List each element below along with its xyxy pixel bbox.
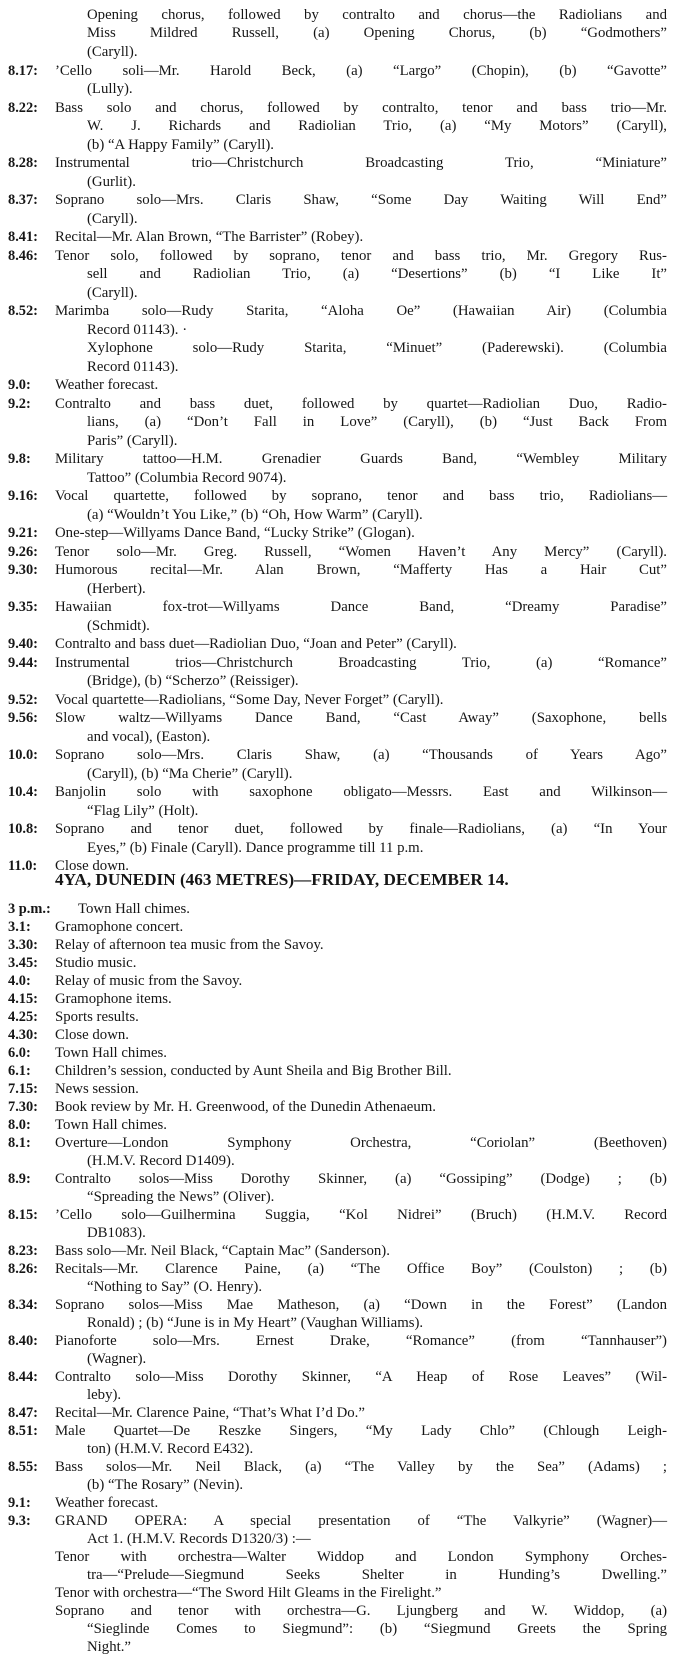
entry-time: 8.0: (8, 1117, 31, 1133)
entry-time: 9.56: (8, 710, 38, 726)
entry-time: 8.26: (8, 1261, 38, 1277)
entry-time: 8.40: (8, 1333, 38, 1349)
entry-time: 9.26: (8, 544, 38, 560)
entry-time: 3.45: (8, 955, 38, 971)
entry-time: 8.17: (8, 63, 38, 79)
entry-time: 8.9: (8, 1171, 31, 1187)
entry-time: 9.35: (8, 599, 38, 615)
entry-time: 10.8: (8, 821, 38, 837)
entry-time: 9.40: (8, 636, 38, 652)
entry-time: 8.55: (8, 1459, 38, 1475)
entry-time: 6.0: (8, 1045, 31, 1061)
entry-time: 8.23: (8, 1243, 38, 1259)
entry-time: 9.3: (8, 1513, 31, 1529)
entry-time: 8.28: (8, 155, 38, 171)
entry-time: 10.4: (8, 784, 38, 800)
entry-time: 3 p.m.: (8, 901, 51, 917)
entry-time: 7.15: (8, 1081, 38, 1097)
entry-time: 9.1: (8, 1495, 31, 1511)
entry-time: 9.44: (8, 655, 38, 671)
entry-time: 8.44: (8, 1369, 38, 1385)
entry-time: 11.0: (8, 858, 38, 874)
entry-time: 9.30: (8, 562, 38, 578)
entry-time: 4.30: (8, 1027, 38, 1043)
entry-time: 9.0: (8, 377, 31, 393)
entry-time: 8.52: (8, 303, 38, 319)
entry-time: 9.16: (8, 488, 38, 504)
station-heading: 4YA, DUNEDIN (463 METRES)—FRIDAY, DECEMBER 14. (55, 870, 509, 889)
entry-time: 9.2: (8, 396, 31, 412)
entry-time: 4.25: (8, 1009, 38, 1025)
entry-time: 8.46: (8, 248, 38, 264)
entry-time: 3.1: (8, 919, 31, 935)
entry-time: 8.15: (8, 1207, 38, 1223)
entry-time: 4.15: (8, 991, 38, 1007)
entry-time: 4.0: (8, 973, 31, 989)
newspaper-page: Opening chorus, followed by contralto and chorus—the Radiolians and Miss Mildred Russell, (a) Opening Chorus, (b) “Godmothers” (Caryll). 8.17: ’Cello soli—Mr. Harold Beck, (a) “Largo” (Chopin), (b) “Gavotte” (Lully). 8.22: Bass solo and chorus, followed by contralto, tenor and bass trio—Mr. W. J. Richards and Radiolian Trio, (a) “My Motors” (Caryll), (b) “A Happy Family” (Caryll). 8.28: Instrumental trio—Christchurch Broadcasting Trio, “Miniature” (Gurlit). 8.37: Soprano solo—Mrs. Claris Shaw, “Some Day Waiting Will End” (Caryll). 8.41: Recital—Mr. Alan Brown, “The Barrister” (Robey). 8.46: Tenor solo, followed by soprano, tenor and bass trio, Mr. Gregory Rus- sell and Radiolian Trio, (a) “Desertions” (b) “I Like It” (Caryll). 8.52: Marimba solo—Rudy Starita, “Aloha Oe” (Hawaiian Air) (Columbia Record 01143). · Xylophone solo—Rudy Starita, “Minuet” (Paderewski). (Columbia Record 01143). 9.0: Weather forecast. 9.2: Contralto and bass duet, followed by quartet—Radiolian Duo, Radio- lians, (a) “Don’t Fall in Love” (Caryll), (b) “Just Back From Paris” (Caryll). 9.8: Military tattoo—H.M. Grenadier Guards Band, “Wembley Military Tattoo” (Columbia Record 9074). 9.16: Vocal quartette, followed by soprano, tenor and bass trio, Radiolians— (a) “Wouldn’t You Like,” (b) “Oh, How Warm” (Caryll). 9.21: One-step—Willyams Dance Band, “Lucky Strike” (Glogan). 9.26: Tenor solo—Mr. Greg. Russell, “Women Haven’t Any Mercy” (Caryll). 9.30: Humorous recital—Mr. Alan Brown, “Mafferty Has a Hair Cut” (Herbert). 9.35: Hawaiian fox-trot—Willyams Dance Band, “Dreamy Paradise” (Schmidt). 9.40: Contralto and bass duet—Radiolian Duo, “Joan and Peter” (Caryll). 9.44: Instrumental trios—Christchurch Broadcasting Trio, (a) “Romance” (Bridge), (b) “Scherzo” (Reissiger). 9.52: Vocal quartette—Radiolians, “Some Day, Never Forget” (Caryll). 9.56: Slow waltz—Willyams Dance Band, “Cast Away” (Saxophone, bells and vocal), (Easton). 10.0: Soprano solo—Mrs. Claris Shaw, (a) “Thousands of Years Ago” (Caryll), (b) “Ma Cherie” (Caryll). 10.4: Banjolin solo with saxophone obligato—Messrs. East and Wilkinson— “Flag Lily” (Holt). 10.8: Soprano and tenor duet, followed by finale—Radiolians, (a) “In Your Eyes,” (b) Finale (Caryll). Dance programme till 11 p.m. 11.0: Close down. 4YA, DUNEDIN (463 METRES)—FRIDAY, DECEMBER 14. 3 p.m.: Town Hall chimes. 3.1: Gramophone concert. 3.30: Relay of afternoon tea music from the Savoy. 3.45: Studio music. 4.0: Relay of music from the Savoy. 4.15: Gramophone items. 4.25: Sports results. 4.30: Close down. 6.0: Town Hall chimes. 6.1: Children’s session, conducted by Aunt Sheila and Big Brother Bill. 7.15: News session. 7.30: Book review by Mr. H. Greenwood, of the Dunedin Athenaeum. 8.0: Town Hall chimes. 8.1: Overture—London Symphony Orchestra, “Coriolan” (Beethoven) (H.M.V. Record D1409). 8.9: Contralto solos—Miss Dorothy Skinner, (a) “Gossiping” (Dodge) ; (b) “Spreading the News” (Oliver). 8.15: ’Cello solo—Guilhermina Suggia, “Kol Nidrei” (Bruch) (H.M.V. Record DB1083). 8.23: Bass solo—Mr. Neil Black, “Captain Mac” (Sanderson). 8.26: Recitals—Mr. Clarence Paine, (a) “The Office Boy” (Coulston) ; (b) “Nothing to Say” (O. Henry). 8.34: Soprano solos—Miss Mae Matheson, (a) “Down in the Forest” (Landon Ronald) ; (b) “June is in My Heart” (Vaughan Williams). 8.40: Pianoforte solo—Mrs. Ernest Drake, “Romance” (from “Tannhauser”) (Wagner). 8.44: Contralto solo—Miss Dorothy Skinner, “A Heap of Rose Leaves” (Wil- leby). 8.47: Recital—Mr. Clarence Paine, “That’s What I’d Do.” 8.51: Male Quartet—De Reszke Singers, “My Lady Chlo” (Chlough Leigh- ton) (H.M.V. Record E432). 8.55: Bass solos—Mr. Neil Black, (a) “The Valley by the Sea” (Adams) ; (b) “The Rosary” (Nevin). 9.1: Weather forecast. 9.3: GRAND OPERA: A special presentation of “The Valkyrie” (Wagner)— Act 1. (H.M.V. Records D1320/3) :— Tenor with orchestra—Walter Widdop and London Symphony Orches- tra—“Prelude—Siegmund Seeks Shelter in Hunding’s Dwelling.” Tenor with orchestra—“The Sword Hilt Gleams in the Firelight.” Soprano and tenor with orchestra—G. Ljungberg and W. Widdop, (a) “Sieglinde Comes to Siegmund”: (b) “Siegmund Greets the Spring Night.” (8, 7, 667, 1655)
entry-time: 8.41: (8, 229, 38, 245)
entry-time: 8.34: (8, 1297, 38, 1313)
entry-time: 8.22: (8, 100, 38, 116)
entry-time: 8.51: (8, 1423, 38, 1439)
entry-time: 8.47: (8, 1405, 38, 1421)
entry-time: 9.8: (8, 451, 31, 467)
entry-time: 6.1: (8, 1063, 31, 1079)
entry-time: 8.1: (8, 1135, 31, 1151)
entry-time: 10.0: (8, 747, 38, 763)
entry-time: 9.21: (8, 525, 38, 541)
entry-time: 3.30: (8, 937, 38, 953)
entry-time: 7.30: (8, 1099, 38, 1115)
entry-time: 8.37: (8, 192, 38, 208)
entry-time: 9.52: (8, 692, 38, 708)
